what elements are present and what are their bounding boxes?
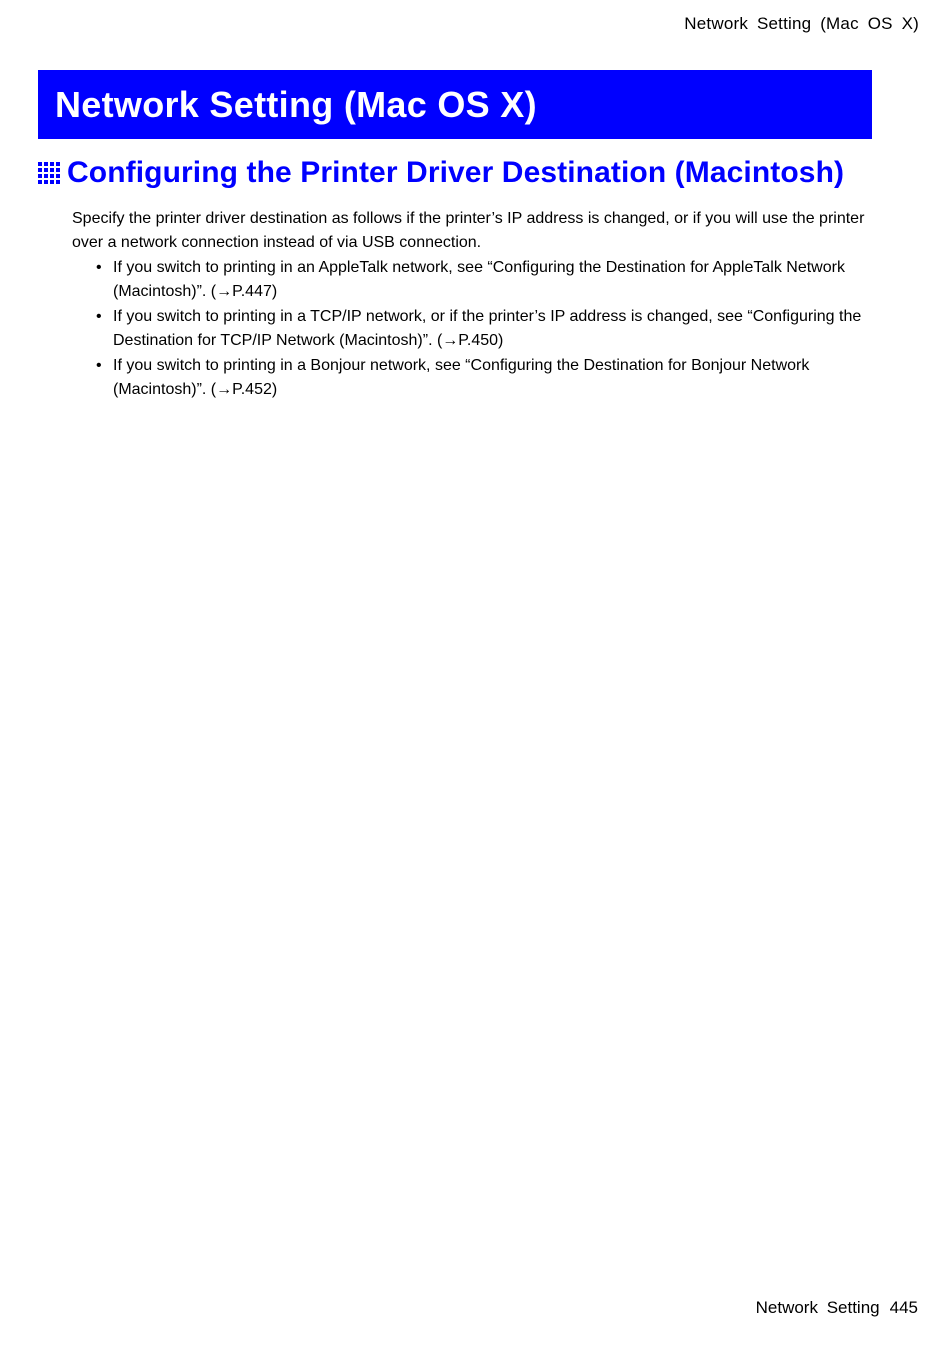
list-item-text: If you switch to printing in a TCP/IP network, or if the printer’s IP address is changed, see “Configuring the Destination for TCP/IP Network (Macintosh)”. (→P.450): [113, 308, 862, 349]
section-title: Configuring the Printer Driver Destination (Macintosh): [67, 156, 845, 189]
bullet-marker: •: [96, 259, 102, 276]
footer-section-name: Network Setting: [755, 1298, 880, 1317]
bullet-list: [72, 256, 882, 403]
list-item: [72, 305, 882, 353]
list-item-text: If you switch to printing in an AppleTalk network, see “Configuring the Destination for AppleTalk Network (Macintosh)”. (→P.447): [113, 259, 845, 300]
bullet-marker: •: [96, 357, 102, 374]
page-number: 445: [889, 1298, 918, 1317]
list-item-text: If you switch to printing in a Bonjour network, see “Configuring the Destination for Bonjour Network (Macintosh)”. (→P.452): [113, 357, 810, 398]
bullet-marker: •: [96, 308, 102, 325]
list-item: [72, 354, 882, 402]
chapter-title: Network Setting (Mac OS X): [55, 83, 537, 125]
section-heading: [38, 156, 844, 190]
chapter-banner: [38, 70, 872, 139]
grid-icon: [38, 162, 62, 186]
intro-paragraph: Specify the printer driver destination as follows if the printer’s IP address is changed, or if you will use the printer over a network connection instead of via USB connection.: [72, 210, 865, 251]
running-header: Network Setting (Mac OS X): [684, 14, 919, 33]
list-item: [72, 256, 882, 304]
running-footer: [756, 1298, 918, 1318]
